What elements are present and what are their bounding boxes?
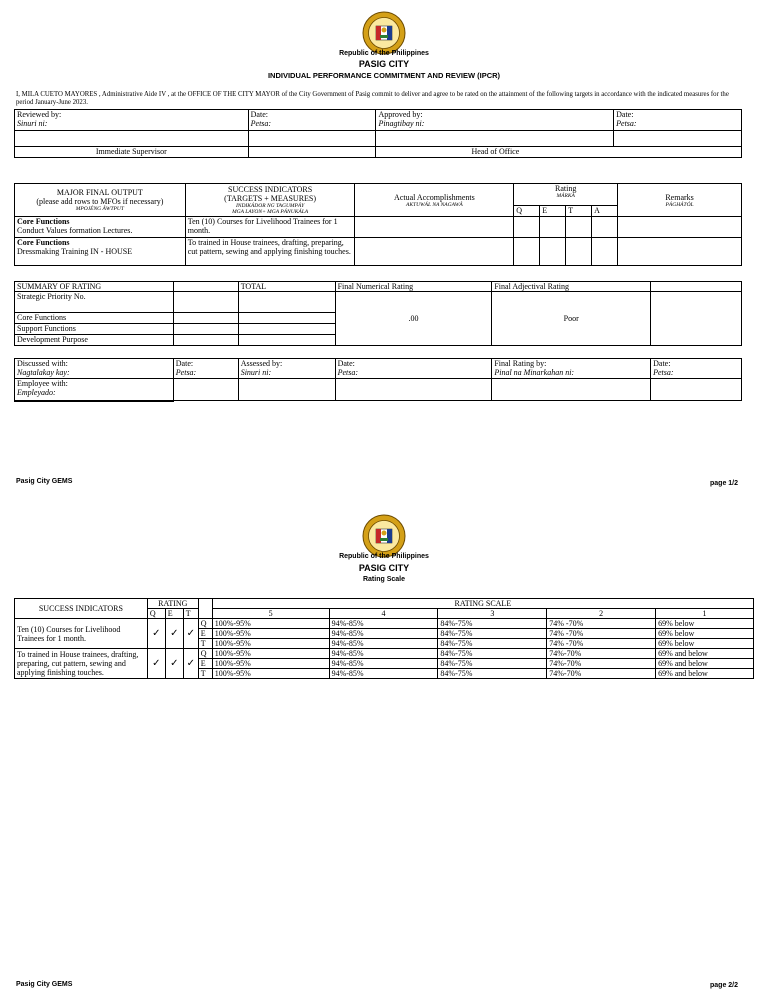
blank-cell [492, 379, 651, 401]
date-fil-label: Petsa: [175, 368, 197, 377]
assessed-by-fil: Sinuri ni: [240, 368, 272, 377]
head-date-cell [614, 131, 742, 147]
rating-header [514, 184, 618, 206]
summary-total-header: TOTAL [238, 282, 335, 292]
actual-header-line1: Actual Accomplishments [394, 192, 475, 202]
blank-cell [335, 379, 492, 401]
scale-1-value: 69% and below [656, 659, 754, 669]
mfo-header-line1: MAJOR FINAL OUTPUT [56, 188, 143, 197]
t-row-1 [566, 217, 592, 238]
remarks-header [618, 184, 742, 217]
e-row-1 [540, 217, 566, 238]
actual-header-fil: AKTUWÁL NA NAGAWÂ [406, 201, 463, 208]
final-adjectival-header: Final Adjectival Rating [492, 282, 651, 292]
summary-title: SUMMARY OF RATING [15, 282, 174, 292]
scale-row-q: Q [198, 649, 212, 659]
employee-with-cell [15, 379, 174, 401]
scale-si-header: SUCCESS INDICATORS [15, 599, 148, 619]
e-row-2 [540, 238, 566, 266]
scale-5-value: 100%-95% [212, 639, 329, 649]
core-total [238, 313, 335, 324]
scale-row-e: E [198, 629, 212, 639]
scale-t-header: T [183, 609, 198, 619]
mfo-header-line2: (please add rows to MFOs if necessary) [36, 197, 164, 206]
scale-5-value: 100%-95% [212, 669, 329, 679]
scale-5-value: 100%-95% [212, 619, 329, 629]
summary-blank [173, 282, 238, 292]
final-numerical-value: .00 [335, 292, 492, 346]
check-icon: ✓ [165, 649, 183, 679]
remarks-header-line1: Remarks [665, 192, 694, 202]
head-signature-cell [376, 131, 614, 147]
footer-brand: Pasig City GEMS [16, 981, 73, 988]
development-total [238, 335, 335, 346]
assessed-date-cell [335, 359, 492, 379]
scale-3-header: 3 [438, 609, 547, 619]
check-icon: ✓ [147, 619, 165, 649]
scale-3-value: 84%-75% [438, 669, 547, 679]
scale-2-value: 74%-70% [547, 669, 656, 679]
reviewed-by-label: Reviewed by: [17, 110, 62, 119]
scale-1-value: 69% below [656, 629, 754, 639]
discussion-table [14, 358, 742, 402]
scale-row-e: E [198, 659, 212, 669]
a-row-1 [592, 217, 618, 238]
employee-with-fil: Empleyado: [17, 388, 56, 397]
approved-by-cell [376, 110, 614, 131]
approved-by-fil-label: Pinagtibay ni: [378, 119, 425, 128]
final-rating-date-cell [651, 359, 742, 379]
pasig-city-seal-icon [362, 514, 406, 558]
approved-by-label: Approved by: [378, 110, 423, 119]
review-date-cell [248, 110, 376, 131]
rating-scale-title: Rating Scale [362, 576, 405, 583]
actual-row-1 [355, 217, 514, 238]
date-fil-label: Petsa: [250, 119, 272, 128]
scale-si-row-1: Ten (10) Courses for Livelihood Trainees for 1 month. [15, 619, 148, 649]
actual-row-2 [355, 238, 514, 266]
immediate-supervisor-label: Immediate Supervisor [15, 147, 249, 158]
approval-date-cell [614, 110, 742, 131]
discussed-with-label: Discussed with: [17, 359, 68, 368]
success-indicators-header [185, 184, 355, 217]
core-value [173, 313, 238, 324]
strategic-priority-label: Strategic Priority No. [15, 292, 174, 313]
remarks-row-1 [618, 217, 742, 238]
final-rating-by-fil: Pinal na Minarkahan ni: [494, 368, 575, 377]
scale-1-value: 69% below [656, 639, 754, 649]
employee-with-label: Employee with: [17, 379, 68, 388]
scale-4-value: 94%-85% [329, 639, 438, 649]
support-functions-label: Support Functions [15, 324, 174, 335]
city-heading: PASIG CITY [358, 59, 410, 69]
scale-3-value: 84%-75% [438, 619, 547, 629]
scale-3-value: 84%-75% [438, 639, 547, 649]
scale-4-header: 4 [329, 609, 438, 619]
date-label: Date: [653, 359, 671, 368]
scale-2-value: 74% -70% [547, 639, 656, 649]
scale-5-value: 100%-95% [212, 629, 329, 639]
si-header-fil2: MGA LAYON+ MGA PÁNUKÁLA [232, 209, 309, 215]
scale-e-header: E [165, 609, 183, 619]
blank-cell [238, 379, 335, 401]
mfo-row-2-head: Core Functions [17, 238, 70, 247]
summary-remarks-blank [651, 282, 742, 292]
core-functions-label: Core Functions [15, 313, 174, 324]
si-header-fil1: INDIKÁDOR NG TAGUMPÁY [235, 203, 305, 209]
rating-e-header: E [540, 206, 566, 217]
rating-header-fil: MÁRKA [556, 193, 575, 199]
discussed-with-cell [15, 359, 174, 379]
scale-5-value: 100%-95% [212, 649, 329, 659]
si-header-line2: (TARGETS + MEASURES) [224, 194, 317, 203]
strategic-value [173, 292, 238, 313]
scale-3-value: 84%-75% [438, 659, 547, 669]
date-label: Date: [250, 110, 268, 119]
scale-4-value: 94%-85% [329, 649, 438, 659]
mfo-row-2 [15, 238, 186, 266]
q-row-2 [514, 238, 540, 266]
head-of-office-label: Head of Office [376, 147, 742, 158]
scale-3-value: 84%-75% [438, 629, 547, 639]
scale-5-value: 100%-95% [212, 659, 329, 669]
scale-1-value: 69% and below [656, 669, 754, 679]
support-value [173, 324, 238, 335]
scale-row-t: T [198, 639, 212, 649]
remarks-header-fil: PÁGHÁTÓL [665, 201, 694, 208]
scale-2-value: 74% -70% [547, 619, 656, 629]
rating-scale-table [14, 598, 754, 679]
discussed-date-cell [173, 359, 238, 379]
mfo-row-1 [15, 217, 186, 238]
final-rating-by-label: Final Rating by: [494, 359, 547, 368]
scale-5-header: 5 [212, 609, 329, 619]
si-row-2: To trained in House trainees, drafting, preparing, cut pattern, sewing and applying finishing touches. [185, 238, 355, 266]
date-label: Date: [616, 110, 634, 119]
rating-a-header: A [592, 206, 618, 217]
scale-rating-header: RATING [147, 599, 198, 609]
remarks-row-2 [618, 238, 742, 266]
si-header-line1: SUCCESS INDICATORS [228, 185, 313, 194]
mfo-header [15, 184, 186, 217]
mfo-header-fil: MPOJÉNG ÂWTPUT [75, 206, 124, 212]
rating-q-header: Q [514, 206, 540, 217]
check-icon: ✓ [183, 649, 198, 679]
reviewed-by-cell [15, 110, 249, 131]
pasig-city-seal-icon [362, 11, 406, 55]
summary-side-blank [651, 292, 742, 346]
scale-3-value: 84%-75% [438, 649, 547, 659]
scale-2-value: 74%-70% [547, 649, 656, 659]
t-row-2 [566, 238, 592, 266]
footer-brand: Pasig City GEMS [16, 478, 73, 485]
blank-cell [198, 599, 212, 619]
supervisor-signature-cell [15, 131, 249, 147]
mfo-table [14, 183, 742, 266]
check-icon: ✓ [183, 619, 198, 649]
check-icon: ✓ [165, 619, 183, 649]
scale-row-t: T [198, 669, 212, 679]
development-purpose-label: Development Purpose [15, 335, 174, 346]
scale-4-value: 94%-85% [329, 669, 438, 679]
summary-table [14, 281, 742, 346]
scale-2-value: 74% -70% [547, 629, 656, 639]
blank-cell [248, 147, 376, 158]
rating-header-line1: Rating [555, 184, 577, 193]
date-fil-label: Petsa: [653, 368, 674, 377]
final-numerical-header: Final Numerical Rating [335, 282, 492, 292]
reviewed-by-fil-label: Sinuri ni: [17, 119, 48, 128]
assessed-by-cell [238, 359, 335, 379]
scale-4-value: 94%-85% [329, 659, 438, 669]
scale-2-value: 74%-70% [547, 659, 656, 669]
date-fil-label: Petsa: [337, 368, 359, 377]
rating-t-header: T [566, 206, 592, 217]
development-value [173, 335, 238, 346]
q-row-1 [514, 217, 540, 238]
strategic-total [238, 292, 335, 313]
employee-date-cell [173, 379, 238, 401]
scale-1-header: 1 [656, 609, 754, 619]
supervisor-date-cell [248, 131, 376, 147]
final-adjectival-value: Poor [492, 292, 651, 346]
date-fil-label: Petsa: [616, 119, 637, 128]
discussed-with-fil: Nagtalakay kay: [17, 368, 70, 377]
scale-4-value: 94%-85% [329, 629, 438, 639]
review-table [14, 109, 742, 158]
scale-1-value: 69% below [656, 619, 754, 629]
date-label: Date: [337, 359, 355, 368]
final-rating-by-cell [492, 359, 651, 379]
republic-heading: Republic of the Philippines [339, 553, 429, 560]
scale-4-value: 94%-85% [329, 619, 438, 629]
city-heading: PASIG CITY [358, 563, 410, 573]
assessed-by-label: Assessed by: [240, 359, 283, 368]
scale-row-q: Q [198, 619, 212, 629]
commitment-statement: I, MILA CUETO MAYORES , Administrative Aide IV , at the OFFICE OF THE CITY MAYOR of the City Government of Pasig commit to deliver and agree to be rated on the attainment of the following targets in accordance with the indicated measures for the period January-June 2023. [16, 91, 729, 106]
scale-si-row-2: To trained in House trainees, drafting, preparing, cut pattern, sewing and applying finishing touches. [15, 649, 148, 679]
si-row-1: Ten (10) Courses for Livelihood Trainees for 1 month. [185, 217, 355, 238]
page-number: page 1/2 [710, 480, 739, 487]
scale-q-header: Q [147, 609, 165, 619]
blank-cell [651, 379, 742, 401]
mfo-row-1-head: Core Functions [17, 217, 70, 226]
scale-rating-scale-header: RATING SCALE [212, 599, 753, 609]
a-row-2 [592, 238, 618, 266]
mfo-row-1-text: Conduct Values formation Lectures. [17, 226, 133, 235]
date-label: Date: [175, 359, 194, 368]
check-icon: ✓ [147, 649, 165, 679]
mfo-row-2-text: Dressmaking Training IN - HOUSE [17, 247, 133, 256]
actual-accomplishments-header [355, 184, 514, 217]
republic-heading: Republic of the Philippines [339, 50, 429, 57]
support-total [238, 324, 335, 335]
document-title: INDIVIDUAL PERFORMANCE COMMITMENT AND REVIEW (IPCR) [267, 71, 501, 80]
scale-1-value: 69% and below [656, 649, 754, 659]
scale-2-header: 2 [547, 609, 656, 619]
page-number: page 2/2 [710, 982, 739, 989]
